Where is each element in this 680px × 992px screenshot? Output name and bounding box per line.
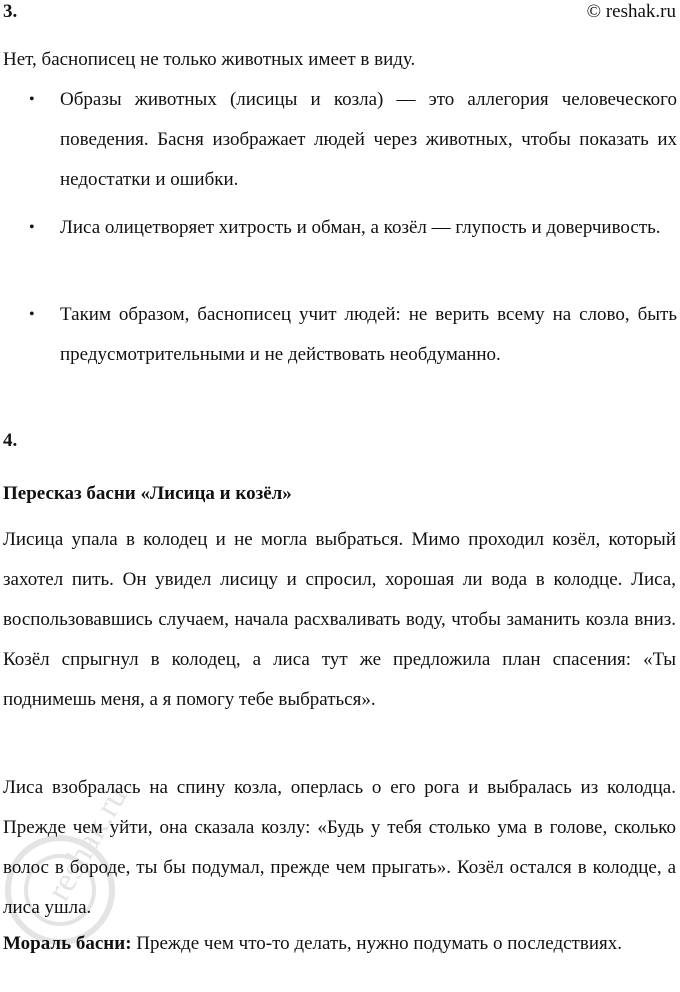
bullet-mark: • [29, 219, 35, 236]
bullet-mark: • [29, 91, 35, 108]
retelling-paragraph-1: Лисица упала в колодец и не могла выбраться. Мимо проходил козёл, который захотел пить. Он увидел лисицу и спросил, хорошая ли вода в колодце. Лиса, воспользовавшись случаем, начала расхваливать воду, чтобы заманить козла вниз. Козёл спрыгнул в колодец, а лиса тут же предложила план спасения: «Ты поднимешь меня, а я помогу тебе выбраться». [3, 529, 676, 710]
moral-label: Мораль басни: [3, 933, 132, 954]
bullet-text: Таким образом, баснописец учит людей: не верить всему на слово, быть предусмотрительными и не действовать необдуманно. [60, 304, 677, 365]
bullet-text: Лиса олицетворяет хитрость и обман, а козёл — глупость и доверчивость. [60, 217, 661, 238]
section-4-title: Пересказ басни «Лисица и козёл» [3, 483, 292, 504]
section-4-number: 4. [3, 430, 18, 451]
list-item [0, 80, 680, 208]
site-credit: © reshak.ru [586, 1, 676, 22]
section-3-intro: Нет, баснописец не только животных имеет в виду. [3, 49, 416, 70]
bullet-mark: • [29, 306, 35, 323]
moral-text: Прежде чем что-то делать, нужно подумать о последствиях. [131, 933, 622, 954]
page-header [0, 0, 680, 24]
watermark-text: reshak.ru [39, 780, 135, 908]
section-3-bullet-list [0, 80, 680, 415]
bullet-text: Образы животных (лисицы и козла) — это аллегория человеческого поведения. Басня изображает людей через животных, чтобы показать их недостатки и ошибки. [60, 89, 677, 190]
retelling-paragraph-2: Лиса взобралась на спину козла, оперлась о его рога и выбралась из колодца. Прежде чем уйти, она сказала козлу: «Будь у тебя столько ума в голове, сколько волос в бороде, ты бы подумал, прежде чем прыгать». Козёл остался в колодце, а лиса ушла. [3, 777, 676, 918]
list-item [0, 208, 680, 295]
list-item [0, 295, 680, 415]
section-3-number: 3. [3, 1, 18, 22]
reshak-watermark-logo [0, 760, 190, 960]
